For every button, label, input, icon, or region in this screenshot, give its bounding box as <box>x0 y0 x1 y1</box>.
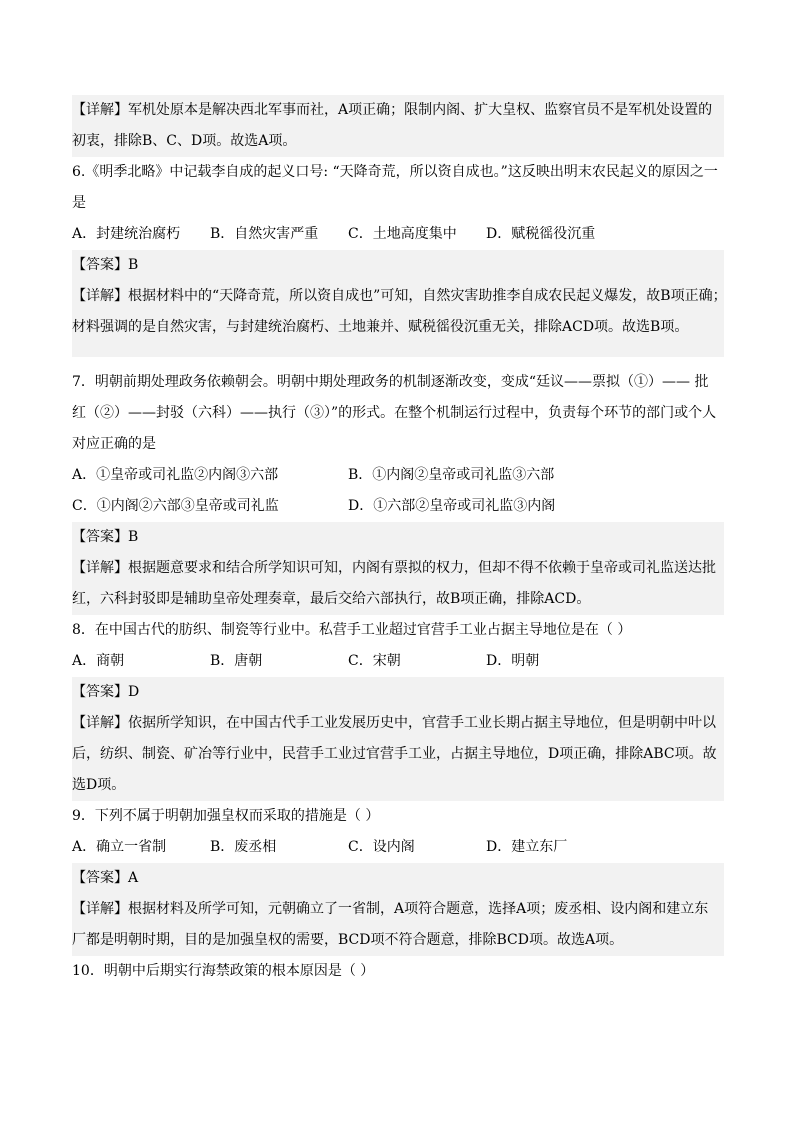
q8-option-b: B．唐朝 <box>210 653 263 669</box>
q10-question <box>72 956 724 987</box>
q6-stem-line-1: 6.《明季北略》中记载李自成的起义口号: “天降奇荒，所以资自成也。”这反映出明末农民起义的原因之一 <box>72 164 718 180</box>
q7-question <box>72 367 724 522</box>
q5-detail-line-2: 初衷，排除B、C、D项。故选A项。 <box>72 133 297 149</box>
q9-detail-line-1: 【详解】根据材料及所学可知，元朝确立了一省制，A项符合题意，选择A项；废丞相、设内阁和建立东 <box>72 901 709 917</box>
q7-option-b: B．①内阁②皇帝或司礼监③六部 <box>348 467 555 483</box>
q8-option-c: C．宋朝 <box>348 653 401 669</box>
q9-option-a: A．确立一省制 <box>72 839 167 855</box>
q9-answer: 【答案】A <box>72 870 139 886</box>
q6-option-c: C．土地高度集中 <box>348 226 457 242</box>
q6-block-gap <box>72 343 724 357</box>
q7-answer: 【答案】B <box>72 529 139 545</box>
q7-answer-block <box>72 522 724 615</box>
q8-stem-line-1: 8．在中国古代的肪织、制瓷等行业中。私营手工业超过官营手工业占据主导地位是在（ ） <box>72 622 632 638</box>
q6-detail-line-1: 【详解】根据材料中的“天降奇荒，所以资自成也”可知，自然灾害助推李自成农民起义爆发，故B项正确； <box>72 288 727 304</box>
q7-stem-line-2: 红（②）——封驳（六科）——执行（③）”的形式。在整个机制运行过程中，负责每个环节的部门或个人 <box>72 405 717 421</box>
q8-option-d: D．明朝 <box>486 653 540 669</box>
q6-option-b: B．自然灾害严重 <box>210 226 319 242</box>
q8-answer: 【答案】D <box>72 684 140 700</box>
q6-detail-line-2: 材料强调的是自然灾害，与封建统治腐朽、土地兼并、赋税徭役沉重无关，排除ACD项。故选B项。 <box>72 319 689 335</box>
q5-detail-block <box>72 95 724 157</box>
q7-options-row-2 <box>72 491 724 522</box>
q6-options <box>72 219 724 250</box>
q6-stem-line-2: 是 <box>72 195 86 211</box>
q9-option-d: D．建立东厂 <box>486 839 568 855</box>
document-page <box>72 95 727 987</box>
q7-option-a: A．①皇帝或司礼监②内阁③六部 <box>72 467 279 483</box>
q8-options <box>72 646 724 677</box>
q5-detail-line-1: 【详解】军机处原本是解决西北军事而社，A项正确；限制内阁、扩大皇权、监察官员不是军机处设置的 <box>72 102 713 118</box>
q8-answer-block <box>72 677 724 801</box>
q6-answer: 【答案】B <box>72 257 139 273</box>
q9-option-c: C．设内阁 <box>348 839 415 855</box>
q7-stem-line-1: 7．明朝前期处理政务依赖朝会。明朝中期处理政务的机制逐渐改变，变成“廷议——票拟（①）—— 批 <box>72 374 709 390</box>
q8-detail-line-1: 【详解】依据所学知识，在中国古代手工业发展历史中，官营手工业长期占据主导地位，但是明朝中叶以 <box>72 715 716 731</box>
q9-stem-line-1: 9．下列不属于明朝加强皇权而采取的措施是（ ） <box>72 808 380 824</box>
q8-question <box>72 615 724 677</box>
spacer <box>72 357 724 367</box>
q10-stem-line-1: 10．明朝中后期实行海禁政策的根本原因是（ ） <box>72 963 375 979</box>
q8-option-a: A．商朝 <box>72 653 125 669</box>
q9-question <box>72 801 724 863</box>
q9-answer-block <box>72 863 724 956</box>
q6-question <box>72 157 724 250</box>
q7-options-row-1 <box>72 460 724 491</box>
q7-option-c: C．①内阁②六部③皇帝或司礼监 <box>72 498 279 514</box>
q6-option-a: A．封建统治腐朽 <box>72 226 181 242</box>
q6-answer-block <box>72 250 727 357</box>
q8-detail-line-3: 选D项。 <box>72 777 126 793</box>
q7-option-d: D．①六部②皇帝或司礼监③内阁 <box>348 498 556 514</box>
q9-option-b: B．废丞相 <box>210 839 277 855</box>
q7-detail-line-1: 【详解】根据题意要求和结合所学知识可知，内阁有票拟的权力，但却不得不依赖于皇帝或司礼监送达批 <box>72 560 716 576</box>
q6-option-d: D．赋税徭役沉重 <box>486 226 596 242</box>
q7-stem-line-3: 对应正确的是 <box>72 436 156 452</box>
q9-detail-line-2: 厂都是明朝时期，目的是加强皇权的需要，BCD项不符合题意，排除BCD项。故选A项。 <box>72 932 624 948</box>
q8-detail-line-2: 后，纺织、制瓷、矿冶等行业中，民营手工业过官营手工业，占据主导地位，D项正确，排除ABC项。故 <box>72 746 717 762</box>
q7-detail-line-2: 红，六科封驳即是辅助皇帝处理奏章，最后交给六部执行，故B项正确，排除ACD。 <box>72 591 591 607</box>
q9-options <box>72 832 724 863</box>
